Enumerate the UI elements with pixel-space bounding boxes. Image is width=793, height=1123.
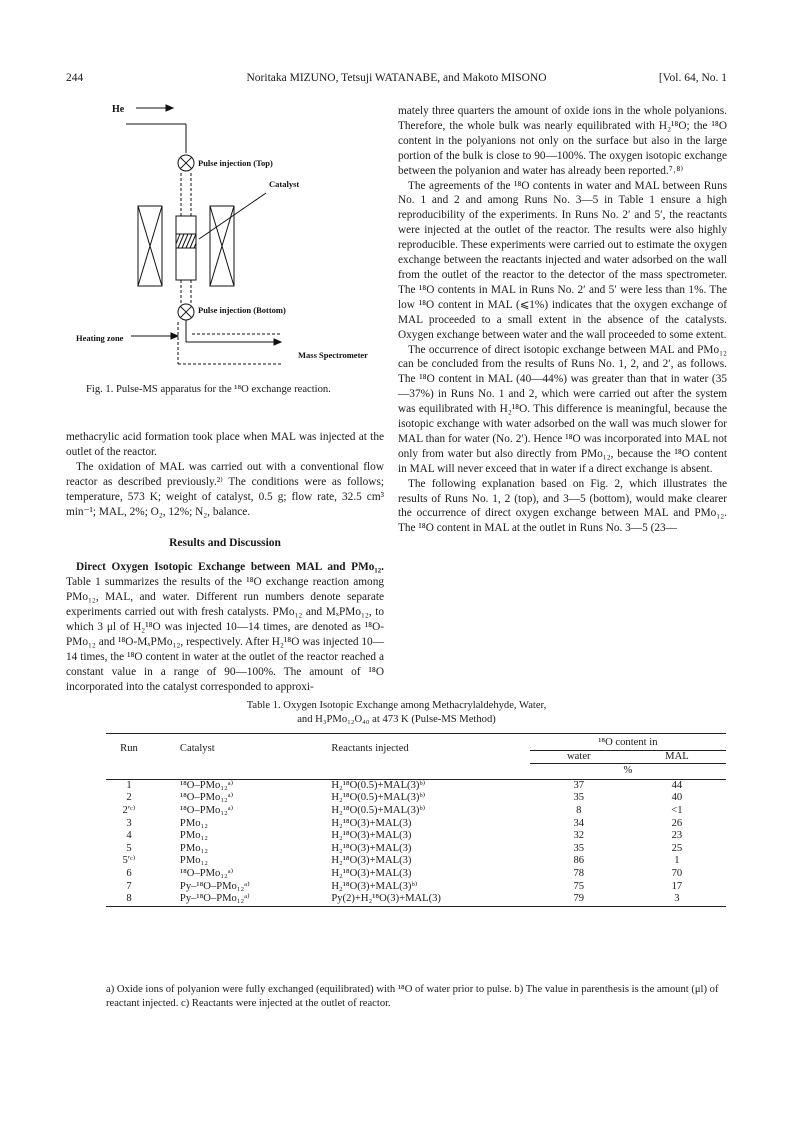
cell-catalyst: PMo₁₂	[179, 842, 208, 854]
table-row	[106, 792, 726, 805]
pulse-top-valve	[178, 155, 194, 171]
right-column	[398, 104, 727, 536]
cell-run: 6	[126, 867, 132, 879]
cell-catalyst: ¹⁸O–PMo₁₂ᵃ⁾	[179, 792, 234, 804]
cell-water: 35	[573, 842, 585, 854]
table-row	[106, 805, 726, 818]
catalyst-bed	[176, 234, 196, 248]
cell-run: 7	[126, 880, 132, 892]
cell-mal: 40	[671, 792, 683, 804]
cell-catalyst: ¹⁸O–PMo₁₂ᵃ⁾	[179, 867, 234, 879]
left-p1: methacrylic acid formation took place when MAL was injected at the outlet of the reactor.	[66, 431, 384, 458]
catalyst-label: Catalyst	[269, 179, 300, 189]
cell-mal: 70	[671, 867, 683, 879]
right-p3: The occurrence of direct isotopic exchange between MAL and PMo₁₂ can be concluded from the results of Runs No. 1, 2, and 2′, as follows. The ¹⁸O content in MAL (40—44%) was greater than that in water (35—37%) in Runs No. 1 and 2, which were carried out after the system was equilibrated with H₂¹⁸O. This difference is meaningful, because the isotopic exchange with water adsorbed on the wall was much slower for MAL than for water (No. 2′). Hence ¹⁸O was incorporated into MAL not only from water but also directly from PMo₁₂, because the ¹⁸O content in MAL will never exceed that in water if a direct exchange is absent.	[398, 343, 727, 475]
header-unit: %	[530, 764, 726, 780]
cell-run: 5	[126, 842, 132, 854]
table-body	[106, 779, 726, 906]
cell-reactants: H₂¹⁸O(3)+MAL(3)	[331, 855, 412, 867]
header-run: Run	[120, 742, 138, 754]
cell-run: 2′ᶜ⁾	[122, 804, 136, 816]
cell-catalyst: Py–¹⁸O–PMo₁₂ᵃ⁾	[179, 893, 250, 905]
right-p2: The agreements of the ¹⁸O contents in water and MAL between Runs No. 1 and 2 and among Runs No. 3—5 in Table 1 ensure a high reproducibility of the experiments. In Runs No. 2′ and 5′, the reactants were injected at the outlet of the reactor. The results were also highly reproducible. These experiments were carried out to estimate the oxygen exchange between the reactants injected and water adsorbed on the wall from the outlet of the reactor to the detector of the mass spectrometer. The ¹⁸O contents in MAL in Runs No. 2′ and 5′ were less than 1%. The low ¹⁸O content in MAL (⩽1%) indicates that the oxygen exchange of MAL proceeded to a small extent in the absence of the catalysts. Oxygen exchange between water and the wall proceeded to some extent.	[398, 179, 727, 341]
cell-run: 8	[126, 893, 132, 905]
table-row	[106, 855, 726, 868]
heater-left	[138, 206, 162, 286]
cell-reactants: H₂¹⁸O(3)+MAL(3)	[331, 830, 412, 842]
right-p1: mately three quarters the amount of oxide ions in the whole polyanions. Therefore, the whole bulk was nearly equilibrated with H₂¹⁸O; the ¹⁸O content in the polyanions not only on the surface but also in the large portion of the bulk is close to 90—100%. The oxygen isotopic exchange between the polyanion and water has already been reported.⁷˒⁸⁾	[398, 105, 727, 177]
header-content-in: ¹⁸O content in	[598, 737, 658, 748]
left-p3-body: Table 1 summarizes the results of the ¹⁸O exchange reaction among PMo₁₂, MAL, and water. Different run numbers denote separate experiments carried out with fresh catalysts. PMo₁₂ and MₓPMo₁₂, to which 3 μl of H₂¹⁸O was injected 10—14 times, are denoted as ¹⁸O-PMo₁₂ and ¹⁸O-MₓPMo₁₂, respectively. After H₂¹⁸O was injected 10—14 times, the ¹⁸O content in water at the outlet of the reactor reached a constant value in a range of 90—100%. The amount of ¹⁸O incorporated into the catalyst corresponded to approxi-	[66, 576, 384, 693]
cell-run: 5′ᶜ⁾	[122, 855, 136, 867]
header-mal: MAL	[628, 750, 726, 764]
cell-water: 34	[573, 817, 585, 829]
cell-water: 35	[573, 792, 585, 804]
cell-reactants: H₂¹⁸O(0.5)+MAL(3)ᵇ⁾	[331, 792, 426, 804]
table-row	[106, 818, 726, 831]
cell-water: 79	[573, 893, 585, 905]
cell-mal: 44	[671, 779, 683, 791]
table-row	[106, 830, 726, 843]
cell-mal: 25	[671, 842, 683, 854]
cell-water: 8	[576, 804, 582, 816]
table-caption-line2: and H₃PMo₁₂O₄₀ at 473 K (Pulse-MS Method)	[297, 713, 496, 725]
pulse-bottom-valve	[178, 304, 194, 320]
header-catalyst: Catalyst	[179, 742, 215, 754]
table-row	[106, 893, 726, 906]
cell-catalyst: PMo₁₂	[179, 855, 208, 867]
running-authors: Noritaka MIZUNO, Tetsuji WATANABE, and Makoto MISONO	[246, 72, 547, 84]
cell-mal: <1	[671, 804, 683, 816]
page-header	[66, 72, 727, 88]
page-number: 244	[66, 72, 84, 84]
he-label: He	[112, 104, 125, 115]
heating-zone-label: Heating zone	[76, 333, 124, 343]
figure-1-caption: Fig. 1. Pulse-MS apparatus for the ¹⁸O exchange reaction.	[86, 384, 331, 395]
left-p3	[66, 560, 384, 694]
pulse-bottom-label: Pulse injection (Bottom)	[198, 305, 286, 315]
cell-mal: 3	[674, 893, 680, 905]
cell-water: 86	[573, 855, 585, 867]
section-heading: Results and Discussion	[169, 537, 281, 550]
cell-catalyst: PMo₁₂	[179, 817, 208, 829]
table-row	[106, 868, 726, 881]
header-water: water	[530, 750, 628, 764]
cell-reactants: H₂¹⁸O(3)+MAL(3)	[331, 842, 412, 854]
table-footnote: a) Oxide ions of polyanion were fully exchanged (equilibrated) with ¹⁸O of water prior to pulse. b) The value in parenthesis is the amount (μl) of reactant injected. c) Reactants were injected at the outlet of reactor.	[106, 984, 719, 1009]
table-1	[106, 733, 726, 907]
cell-reactants: H₂¹⁸O(3)+MAL(3)ᵇ⁾	[331, 880, 418, 892]
figure-1-apparatus	[66, 96, 391, 386]
table-row	[106, 843, 726, 856]
cell-catalyst: PMo₁₂	[179, 830, 208, 842]
cell-catalyst: ¹⁸O–PMo₁₂ᵃ⁾	[179, 804, 234, 816]
cell-run: 3	[126, 817, 132, 829]
journal-volume: [Vol. 64, No. 1	[658, 72, 727, 84]
cell-reactants: H₂¹⁸O(3)+MAL(3)	[331, 867, 412, 879]
left-column	[66, 430, 384, 695]
table-caption-line1: Table 1. Oxygen Isotopic Exchange among Methacrylaldehyde, Water,	[246, 700, 547, 711]
right-p4: The following explanation based on Fig. 2, which illustrates the results of Runs No. 1, 2 (top), and 3—5 (bottom), would make clearer the occurrence of direct oxygen exchange between MAL and PMo₁₂. The ¹⁸O content in MAL at the outlet in Runs No. 3—5 (23—	[398, 477, 727, 535]
cell-run: 2	[126, 792, 132, 804]
header-reactants: Reactants injected	[331, 742, 409, 754]
cell-reactants: H₂¹⁸O(0.5)+MAL(3)ᵇ⁾	[331, 804, 426, 816]
cell-catalyst: ¹⁸O–PMo₁₂ᵃ⁾	[179, 779, 234, 791]
cell-reactants: Py(2)+H₂¹⁸O(3)+MAL(3)	[331, 893, 441, 905]
table-row	[106, 881, 726, 894]
cell-run: 4	[126, 830, 132, 842]
table-row	[106, 779, 726, 792]
cell-catalyst: Py–¹⁸O–PMo₁₂ᵃ⁾	[179, 880, 250, 892]
mass-spec-label: Mass Spectrometer	[298, 350, 368, 360]
cell-water: 32	[573, 830, 585, 842]
cell-mal: 23	[671, 830, 683, 842]
cell-mal: 17	[671, 880, 683, 892]
cell-reactants: H₂¹⁸O(3)+MAL(3)	[331, 817, 412, 829]
cell-reactants: H₂¹⁸O(0.5)+MAL(3)ᵇ⁾	[331, 779, 426, 791]
pulse-top-label: Pulse injection (Top)	[198, 158, 273, 168]
cell-mal: 1	[674, 855, 680, 867]
table-1-caption	[66, 699, 727, 726]
left-p2: The oxidation of MAL was carried out with a conventional flow reactor as described previously.²⁾ The conditions were as follows; temperature, 573 K; weight of catalyst, 0.5 g; flow rate, 32.5 cm³ min⁻¹; MAL, 2%; O₂, 12%; N₂, balance.	[66, 460, 384, 518]
cell-water: 75	[573, 880, 585, 892]
cell-mal: 26	[671, 817, 683, 829]
cell-run: 1	[126, 779, 132, 791]
cell-water: 78	[573, 867, 585, 879]
runin-heading: Direct Oxygen Isotopic Exchange between MAL and PMo₁₂.	[76, 561, 384, 574]
cell-water: 37	[573, 779, 585, 791]
